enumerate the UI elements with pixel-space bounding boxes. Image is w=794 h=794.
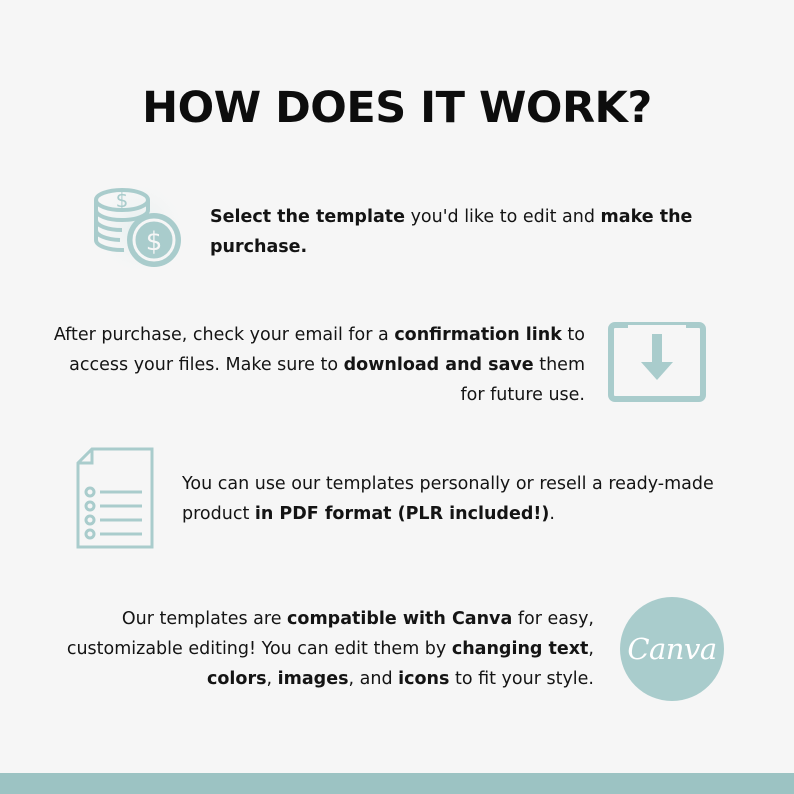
svg-text:$: $: [145, 227, 163, 257]
canva-logo: [620, 597, 724, 701]
document-list-icon: [74, 446, 158, 550]
step-1-text: Select the template you'd like to edit and make the purchase.: [210, 207, 693, 257]
step-2-text: After purchase, check your email for a confirmation link to access your files. Make sure to download and save them for future use.: [53, 325, 585, 405]
download-icon: [608, 322, 706, 402]
coins-dollar-icon: [84, 176, 194, 276]
step-3-text: You can use our templates personally or resell a ready-made product in PDF format (PLR included!).: [182, 474, 714, 524]
page-title: HOW DOES IT WORK?: [142, 83, 652, 133]
bottom-accent-bar: [0, 773, 794, 794]
canva-logo-text: Canva: [627, 632, 717, 666]
svg-text:$: $: [115, 188, 129, 212]
step-4-text: Our templates are compatible with Canva for easy, customizable editing! You can edit them by changing text, colors, images, and icons to fit your style.: [66, 609, 594, 689]
